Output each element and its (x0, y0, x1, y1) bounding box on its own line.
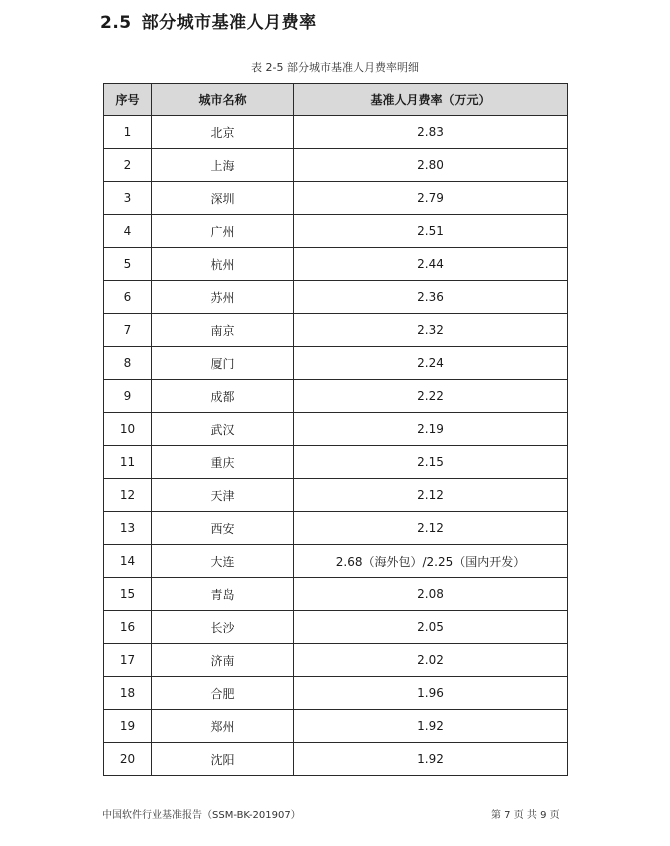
row-city: 大连 (152, 545, 294, 578)
row-rate: 2.80 (294, 149, 568, 182)
table-row (104, 281, 568, 314)
row-rate: 2.08 (294, 578, 568, 611)
row-rate: 2.15 (294, 446, 568, 479)
row-index: 3 (104, 182, 152, 215)
table-row (104, 347, 568, 380)
row-rate: 2.79 (294, 182, 568, 215)
row-city: 杭州 (152, 248, 294, 281)
table-row (104, 182, 568, 215)
row-city: 广州 (152, 215, 294, 248)
row-city: 重庆 (152, 446, 294, 479)
section-number: 2.5 (100, 13, 132, 33)
row-rate: 2.22 (294, 380, 568, 413)
row-index: 7 (104, 314, 152, 347)
table-row (104, 611, 568, 644)
row-city: 厦门 (152, 347, 294, 380)
row-rate: 2.12 (294, 479, 568, 512)
row-city: 郑州 (152, 710, 294, 743)
row-city: 合肥 (152, 677, 294, 710)
footer-report-name: 中国软件行业基准报告（SSM-BK-201907） (102, 810, 301, 821)
row-rate: 2.12 (294, 512, 568, 545)
row-city: 沈阳 (152, 743, 294, 776)
row-index: 10 (104, 413, 152, 446)
footer-page-number: 第 7 页 共 9 页 (491, 810, 560, 821)
row-rate: 2.32 (294, 314, 568, 347)
table-row (104, 149, 568, 182)
row-rate: 2.36 (294, 281, 568, 314)
row-rate: 2.24 (294, 347, 568, 380)
row-city: 成都 (152, 380, 294, 413)
row-index: 17 (104, 644, 152, 677)
row-city: 天津 (152, 479, 294, 512)
row-index: 13 (104, 512, 152, 545)
row-rate: 2.44 (294, 248, 568, 281)
row-rate: 1.92 (294, 743, 568, 776)
row-city: 长沙 (152, 611, 294, 644)
row-rate: 2.51 (294, 215, 568, 248)
table-row (104, 380, 568, 413)
row-index: 14 (104, 545, 152, 578)
table-row (104, 743, 568, 776)
row-index: 18 (104, 677, 152, 710)
row-index: 20 (104, 743, 152, 776)
header-rate: 基准人月费率（万元） (294, 84, 568, 116)
row-rate: 1.96 (294, 677, 568, 710)
row-index: 9 (104, 380, 152, 413)
row-index: 4 (104, 215, 152, 248)
table-row (104, 116, 568, 149)
table-caption: 表 2-5 部分城市基准人月费率明细 (251, 61, 419, 74)
table-row (104, 215, 568, 248)
section-title: 部分城市基准人月费率 (141, 13, 317, 33)
row-city: 上海 (152, 149, 294, 182)
row-city: 北京 (152, 116, 294, 149)
row-index: 2 (104, 149, 152, 182)
row-city: 武汉 (152, 413, 294, 446)
row-city: 苏州 (152, 281, 294, 314)
row-index: 8 (104, 347, 152, 380)
table-row (104, 314, 568, 347)
row-rate: 2.83 (294, 116, 568, 149)
row-index: 6 (104, 281, 152, 314)
table-row (104, 545, 568, 578)
header-city: 城市名称 (152, 84, 294, 116)
row-rate: 1.92 (294, 710, 568, 743)
row-index: 11 (104, 446, 152, 479)
table-row (104, 578, 568, 611)
table-row (104, 413, 568, 446)
row-rate: 2.05 (294, 611, 568, 644)
row-city: 南京 (152, 314, 294, 347)
row-city: 济南 (152, 644, 294, 677)
row-rate: 2.02 (294, 644, 568, 677)
row-city: 深圳 (152, 182, 294, 215)
row-index: 5 (104, 248, 152, 281)
row-rate: 2.19 (294, 413, 568, 446)
header-index: 序号 (104, 84, 152, 116)
section-heading (100, 8, 317, 33)
row-index: 16 (104, 611, 152, 644)
table-row (104, 479, 568, 512)
row-rate: 2.68（海外包）/2.25（国内开发） (294, 545, 568, 578)
table-row (104, 644, 568, 677)
row-city: 西安 (152, 512, 294, 545)
rate-table (103, 83, 568, 776)
table-row (104, 677, 568, 710)
table-row (104, 248, 568, 281)
table-row (104, 710, 568, 743)
row-index: 12 (104, 479, 152, 512)
row-index: 15 (104, 578, 152, 611)
row-city: 青岛 (152, 578, 294, 611)
row-index: 19 (104, 710, 152, 743)
table-row (104, 512, 568, 545)
table-row (104, 446, 568, 479)
row-index: 1 (104, 116, 152, 149)
table-header-row (104, 84, 568, 116)
